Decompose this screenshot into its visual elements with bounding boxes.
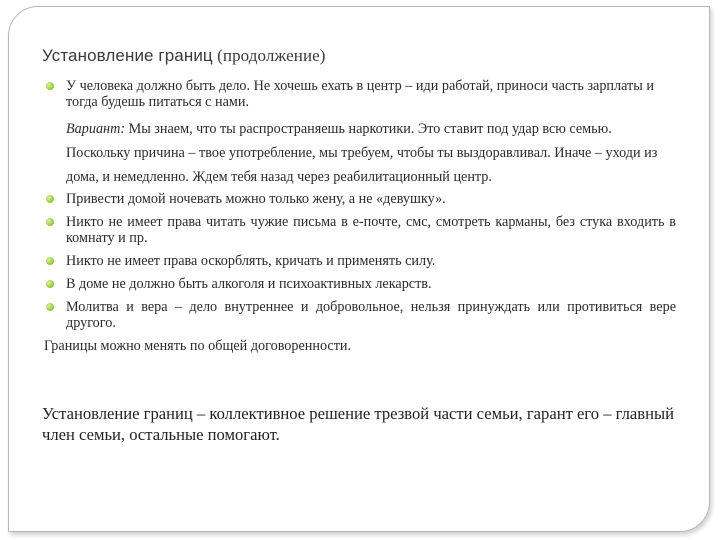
bullet-marker [46,218,54,226]
summary-statement: Установление границ – коллективное решение трезвой части семьи, гарант его – главный член семьи, остальные помогают. [42,404,674,444]
bullet-item [44,299,676,331]
bullet-text: В доме не должно быть алкоголя и психоактивных лекарств. [66,276,432,292]
variant-text: Мы знаем, что ты распространяешь наркотики. Это ставит под удар всю семью. Поскольку причина – твое употребление, мы требуем, чтобы ты выздоравливал. Иначе – уходи из дома, и немедленно. Ждем тебя назад через реабилитационный центр. [66,121,658,185]
bullet-marker [46,257,54,265]
bullet-text: Привести домой ночевать можно только жену, а не «девушку». [66,191,446,207]
slide-content [44,78,676,354]
boundaries-note: Границы можно менять по общей договоренности. [44,338,352,354]
bullet-item [44,276,676,292]
bullet-marker [46,280,54,288]
slide-title [42,46,326,66]
title-continuation: (продолжение) [212,46,326,65]
bullet-item [44,214,676,246]
bullet-text: Никто не имеет права оскорблять, кричать и применять силу. [66,253,436,269]
bullet-marker [46,82,54,90]
bullet-marker [46,303,54,311]
bullet-text: Молитва и вера – дело внутреннее и добровольное, нельзя принуждать или противиться вере другого. [66,299,676,331]
bullet-item [44,191,676,207]
bullet-text: У человека должно быть дело. Не хочешь ехать в центр – иди работай, приноси часть зарплаты и тогда будешь питаться с нами. [66,78,654,110]
bullet-item [44,253,676,269]
variant-paragraph [44,117,676,189]
bullet-item [44,78,676,110]
title-main: Установление границ [42,46,213,65]
bullet-marker [46,195,54,203]
variant-label: Вариант: [66,121,126,137]
bullet-text: Никто не имеет права читать чужие письма в е-почте, смс, смотреть карманы, без стука входить в комнату и пр. [66,214,676,246]
